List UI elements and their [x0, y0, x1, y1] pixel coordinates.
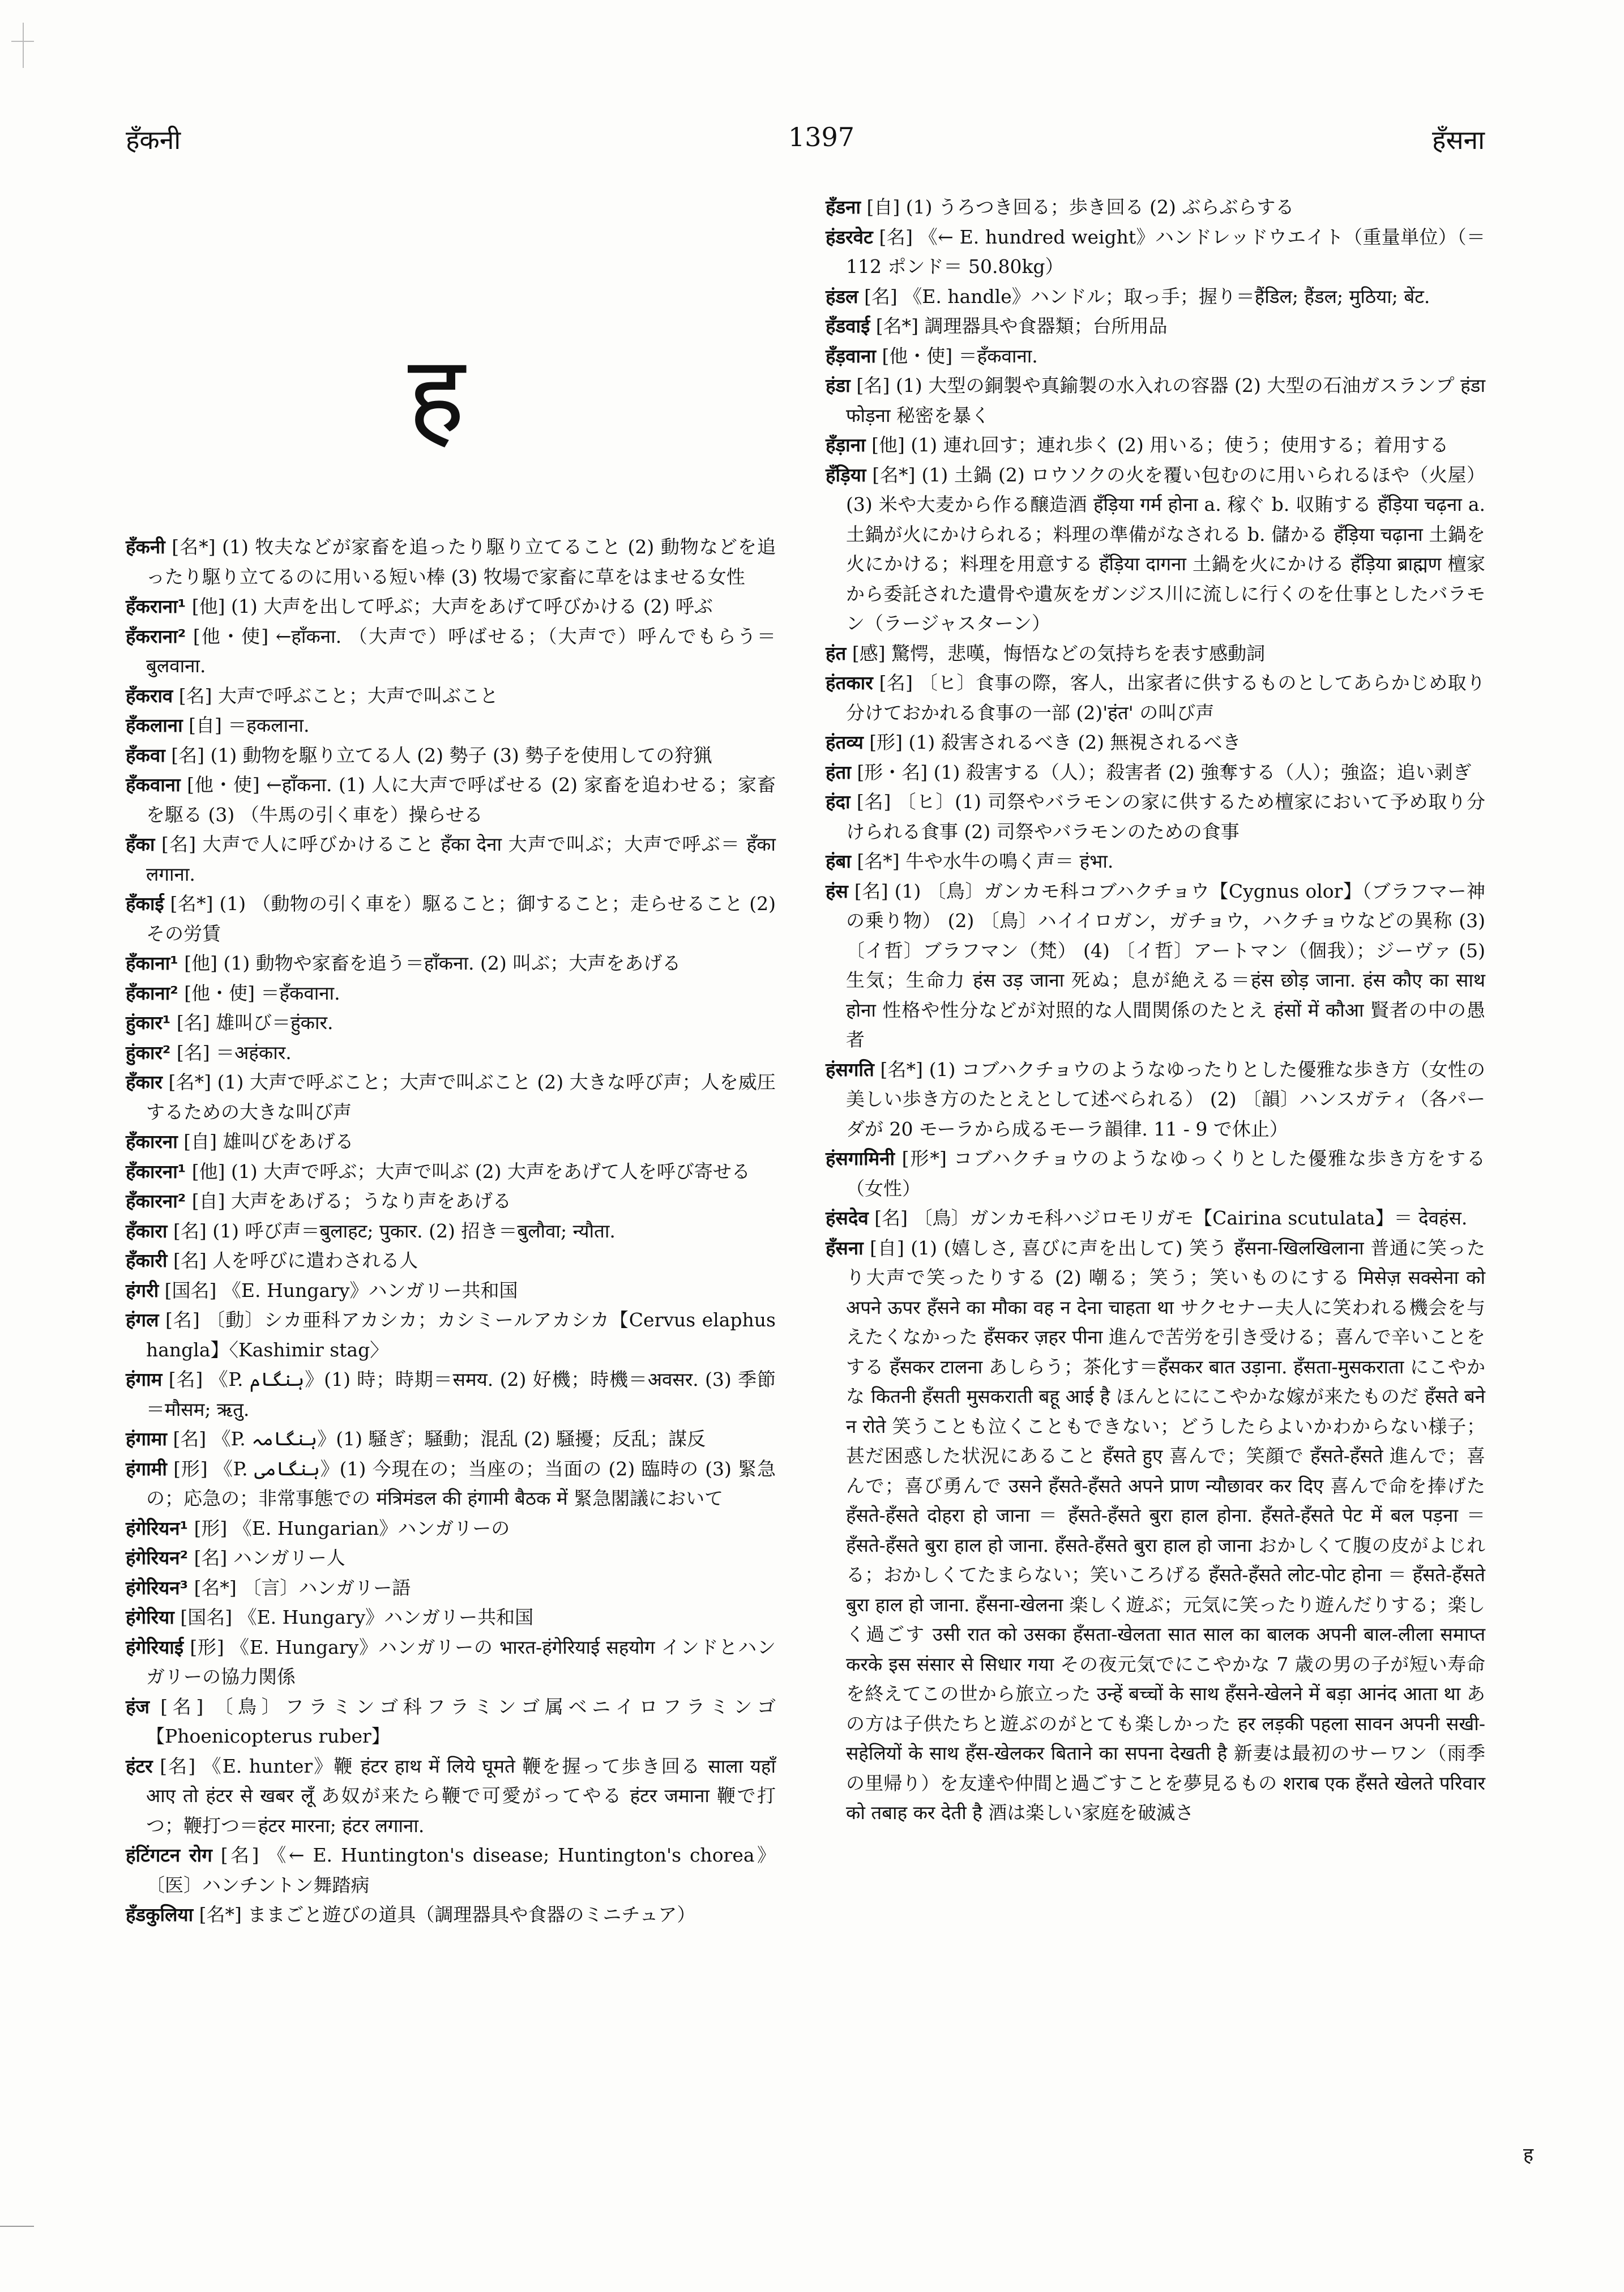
definition: [名*] (1) 土鍋 (2) ロウソクの火を覆い包むのに用いられるほや（火屋） (3) 米や大麦から作る醸造酒 हँड़िया गर्म होना a. 稼ぐ b. 収賄する हँड़िया चढ़ना a. 土鍋が火にかけられる；料理の準備がなされる b. 儲かる हँड़िया चढ़ाना 土鍋を火にかける；料理を用意する हँड़िया दागना 土鍋を火にかける हँड़िया ब्राह्मण 檀家から委託された遺骨や遺灰をガンジス川に流しに行くのを仕事としたバラモン（ラージャスターン）: [846, 463, 1485, 634]
definition: [名] 〔ヒ〕(1) 司祭やバラモンの家に供するため檀家において予め取り分けられる食事 (2) 司祭やバラモンのための食事: [846, 791, 1485, 843]
dictionary-entry: [826, 193, 1485, 223]
thumb-index-mark: ह: [1523, 2144, 1534, 2166]
headword: हंगामी: [126, 1457, 167, 1480]
dictionary-entry: [826, 1055, 1485, 1145]
headword: हंगेरियाई: [126, 1636, 184, 1658]
definition: [他・使] ＝हँकवाना.: [882, 344, 1038, 367]
headword: हँडवाई: [826, 315, 870, 337]
dictionary-entry: [126, 681, 776, 711]
section-letter: ह: [408, 332, 465, 458]
dictionary-entry: [826, 342, 1485, 372]
headword: हंगेरियन¹: [126, 1517, 189, 1539]
definition: [自] (1) うろつき回る；歩き回る (2) ぶらぶらする: [866, 196, 1294, 218]
definition: [名*] (1) 大声で呼ぶこと；大声で叫ぶこと (2) 大きな呼び声；人を威圧するための大きな叫び声: [146, 1071, 776, 1123]
dictionary-entry: [126, 1305, 776, 1365]
dictionary-entry: [126, 1424, 776, 1454]
definition: [国名] 《E. Hungary》ハンガリー共和国: [164, 1279, 518, 1301]
dictionary-entry: [826, 311, 1485, 342]
left-column: [126, 532, 776, 1930]
definition: [自] (1) (嬉しさ, 喜びに声を出して) 笑う हँसना-खिलखिलाना 普通に笑ったり大声で笑ったりする (2) 嘲る；笑う；笑いものにする मिसेज़ सक्सेना को अपने ऊपर हँसने का मौका वह न देना चाहता था サクセナー夫人に笑われる機会を与えたくなかった हँसकर ज़हर पीना 進んで苦労を引き受ける；喜んで辛いことをする हँसकर टालना あしらう；茶化す＝हँसकर बात उड़ाना. हँसता-मुसकराता にこやかな कितनी हँसती मुसकराती बहू आई है ほんとににこやかな嫁が来たものだ हँसते बने न रोते 笑うことも泣くこともできない；どうしたらよいかわからない様子；甚だ困惑した状況にあること हँसते हुए 喜んで；笑顔で हँसते-हँसते 進んで；喜んで；喜び勇んで उसने हँसते-हँसते अपने प्राण न्यौछावर कर दिए 喜んで命を捧げた हँसते-हँसते दोहरा हो जाना ＝ हँसते-हँसते बुरा हाल होना. हँसते-हँसते पेट में बल पड़ना ＝ हँसते-हँसते बुरा हाल हो जाना. हँसते-हँसते बुरा हाल हो जाना おかしくて腹の皮がよじれる；おかしくてたまらない；笑いころげる हँसते-हँसते लोट-पोट होना ＝ हँसते-हँसते बुरा हाल हो जाना. हँसना-खेलना 楽しく遊ぶ；元気に笑ったり遊んだりする；楽しく過ごす उसी रात को उसका हँसता-खेलता सात साल का बालक अपनी बाल-लीला समाप्त करके इस संसार से सिधार गया その夜元気でにこやかな 7 歳の男の子が短い寿命を終えてこの世から旅立った उन्हें बच्चों के साथ हँसने-खेलने में बड़ा आनंद आता था あの方は子供たちと遊ぶのがとても楽しかった हर लड़की पहला सावन अपनी सखी-सहेलियों के साथ हँस-खेलकर बिताने का सपना देखती है 新妻は最初のサーワン（雨季の里帰り）を友達や仲間と過ごすことを夢見るもの शराब एक हँसते खेलते परिवार को तबाह कर देती है 酒は楽しい家庭を破滅さ: [846, 1236, 1485, 1824]
dictionary-entry: [826, 1144, 1485, 1203]
definition: [形] 《E. Hungary》ハンガリーの भारत-हंगेरियाई सहयोग インドとハンガリーの協力関係: [146, 1636, 776, 1688]
definition: [名*] 牛や水牛の鳴く声＝ हंभा.: [857, 850, 1114, 872]
definition: [名] 雄叫び＝हुंकार.: [176, 1011, 334, 1034]
definition: [他・使] ←हाँकना. (1) 人に大声で呼ばせる (2) 家畜を追わせる；家畜を駆る (3) （牛馬の引く車を）操らせる: [146, 774, 776, 826]
headword: हंतकार: [826, 672, 873, 694]
headword: हंगेरिया: [126, 1606, 174, 1628]
headword: हंडल: [826, 285, 858, 308]
dictionary-entry: [126, 949, 776, 979]
definition: [他] (1) 連れ回す；連れ歩く (2) 用いる；使う；使用する；着用する: [871, 434, 1449, 456]
definition: [名] ＝अहंकार.: [176, 1041, 292, 1064]
definition: [名] 《P. ہنگام》(1) 時；時期＝समय. (2) 好機；時機＝अवसर. (3) 季節＝मौसम; ऋतु.: [146, 1368, 776, 1420]
headword: हंगामा: [126, 1428, 167, 1450]
definition: [名] 《E. hunter》鞭 हंटर हाथ में लिये घूमते 鞭を握って歩き回る साला यहाँ आए तो हंटर से खबर लूँ あ奴が来たら鞭で可愛がってやる हंटर जमाना 鞭で打つ；鞭打つ＝हंटर मारना; हंटर लगाना.: [146, 1755, 776, 1837]
dictionary-entry: [126, 889, 776, 949]
dictionary-entry: [126, 1841, 776, 1900]
headword: हँकारा: [126, 1219, 168, 1242]
definition: [国名] 《E. Hungary》ハンガリー共和国: [180, 1606, 534, 1628]
headword: हँड़िया: [826, 463, 866, 486]
definition: [形] (1) 殺害されるべき (2) 無視されるべき: [869, 731, 1241, 753]
scan-corner-mark: [23, 23, 24, 68]
headword: हँकारना¹: [126, 1160, 186, 1183]
headword: हँड़वाना: [826, 344, 876, 367]
definition: [名*] (1) コブハクチョウのようなゆったりとした優雅な歩き方（女性の美しい歩き方のたとえとして述べられる） (2) 〔韻〕ハンスガティ（各パーダが 20 モーラから成るモーラ韻律. 11 - 9 で休止）: [846, 1058, 1485, 1140]
headword: हँकार: [126, 1071, 163, 1093]
definition: [名*] 調理器具や食器類；台所用品: [875, 315, 1168, 337]
dictionary-entry: [126, 1573, 776, 1603]
dictionary-entry: [826, 787, 1485, 847]
headword: हंटर: [126, 1755, 153, 1777]
definition: [他・使] ＝हँकवाना.: [184, 981, 340, 1004]
definition: [自] ＝हकलाना.: [189, 714, 310, 736]
dictionary-entry: [126, 1157, 776, 1187]
definition: [感] 驚愕，悲嘆，悔悟などの気持ちを表す感動詞: [852, 642, 1266, 664]
dictionary-entry: [826, 223, 1485, 282]
left-guide-word: हँकनी: [126, 125, 181, 155]
definition: [名] 《P. ہنگامہ》(1) 騒ぎ；騒動；混乱 (2) 騒擾；反乱；謀反: [173, 1428, 706, 1450]
dictionary-entry: [126, 711, 776, 741]
definition: [形・名] (1) 殺害する（人）；殺害者 (2) 強奪する（人）；強盗；追い剥ぎ: [857, 761, 1472, 783]
definition: [名*] ままごと遊びの道具（調理器具や食器のミニチュア）: [199, 1903, 696, 1926]
headword: हँका: [126, 833, 155, 855]
dictionary-entry: [126, 592, 776, 622]
dictionary-entry: [126, 1752, 776, 1841]
headword: हंबा: [826, 850, 851, 872]
headword: हँकाना²: [126, 981, 178, 1004]
dictionary-entry: [126, 770, 776, 830]
headword: हँसना: [826, 1236, 864, 1259]
dictionary-entry: [126, 622, 776, 681]
dictionary-entry: [126, 1900, 776, 1930]
scan-corner-mark: [11, 41, 34, 42]
dictionary-entry: [126, 1276, 776, 1306]
headword: हँकारना: [126, 1130, 178, 1153]
dictionary-entry: [126, 830, 776, 889]
definition: [名] (1) 〔鳥〕ガンカモ科コブハクチョウ【Cygnus olor】（ブラフマー神の乗り物） (2) 〔鳥〕ハイイロガン，ガチョウ，ハクチョウなどの異称 (3) 〔イ哲〕ブラフマン（梵） (4) 〔イ哲〕アートマン（個我）；ジーヴァ (5) 生気；生命力 हंस उड़ जाना 死ぬ；息が絶える＝हंस छोड़ जाना. हंस कौए का साथ होना 性格や性分などが対照的な人間関係のたとえ हंसों में कौआ 賢者の中の愚者: [846, 880, 1485, 1051]
headword: हँकराना²: [126, 625, 186, 647]
dictionary-entry: [126, 1603, 776, 1633]
headword: हँकलाना: [126, 714, 183, 736]
headword: हँकनी: [126, 536, 165, 558]
headword: हंडरवेट: [826, 225, 873, 248]
dictionary-entry: [126, 1692, 776, 1752]
definition: [名] (1) 動物を駆り立てる人 (2) 勢子 (3) 勢子を使用しての狩猟: [171, 744, 712, 766]
definition: [自] 雄叫びをあげる: [183, 1130, 354, 1153]
definition: [名] 大声で呼ぶこと；大声で叫ぶこと: [178, 684, 499, 707]
dictionary-entry: [126, 1246, 776, 1276]
definition: [名*] 〔言〕ハンガリー語: [194, 1576, 411, 1599]
dictionary-entry: [826, 728, 1485, 758]
headword: हंटिंगटन रोग: [126, 1844, 212, 1866]
dictionary-entry: [126, 741, 776, 771]
definition: [名] 大声で人に呼びかけること हँका देना 大声で叫ぶ；大声で呼ぶ＝ हँका लगाना.: [146, 833, 776, 885]
definition: [名] ハンガリー人: [194, 1547, 345, 1569]
headword: हंगेरियन²: [126, 1547, 189, 1569]
definition: [他] (1) 大声を出して呼ぶ；大声をあげて呼びかける (2) 呼ぶ: [191, 595, 713, 617]
dictionary-entry: [126, 979, 776, 1009]
definition: [名] 〔動〕シカ亜科アカシカ；カシミールアカシカ【Cervus elaphus hangla】〈Kashimir stag〉: [146, 1309, 776, 1361]
definition: [名] 《← E. Huntington's disease; Huntington's chorea》〔医〕ハンチントン舞踏病: [146, 1844, 776, 1896]
definition: [名] (1) 大型の銅製や真鍮製の水入れの容器 (2) 大型の石油ガスランプ हंडा फोड़ना 秘密を暴く: [846, 374, 1485, 426]
dictionary-entry: [826, 877, 1485, 1055]
dictionary-entry: [826, 371, 1485, 430]
dictionary-entry: [126, 1186, 776, 1217]
headword: हंडा: [826, 374, 851, 396]
dictionary-entry: [826, 758, 1485, 788]
dictionary-entry: [826, 668, 1485, 728]
definition: [名] 《← E. hundred weight》ハンドレッドウエイト（重量単位）（＝ 112 ポンド＝ 50.80kg）: [846, 225, 1485, 278]
headword: हँकराव: [126, 684, 173, 707]
definition: [名*] (1) （動物の引く車を）駆ること；御すること；走らせること (2) その労賃: [146, 893, 776, 945]
headword: हुंकार²: [126, 1041, 171, 1064]
dictionary-entry: [826, 847, 1485, 877]
headword: हंत: [826, 642, 847, 664]
definition: [自] 大声をあげる；うなり声をあげる: [191, 1190, 511, 1212]
definition: [形] 《P. ہنگامی》(1) 今現在の；当座の；当面の (2) 臨時の (3) 緊急の；応急の；非常事態での मंत्रिमंडल की हंगामी बैठक में 緊急閣議において: [146, 1457, 776, 1509]
definition: [名*] (1) 牧夫などが家畜を追ったり駆り立てること (2) 動物などを追ったり駆り立てるのに用いる短い棒 (3) 牧場で家畜に草をはませる女性: [146, 536, 776, 588]
headword: हँकाना¹: [126, 952, 178, 974]
headword: हंज: [126, 1695, 150, 1718]
headword: हंगरी: [126, 1279, 159, 1301]
page-number: 1397: [788, 122, 855, 152]
headword: हंदा: [826, 791, 851, 813]
headword: हंसगति: [826, 1058, 874, 1081]
dictionary-entry: [826, 1234, 1485, 1828]
headword: हंतव्य: [826, 731, 864, 753]
scan-edge-line: [0, 2226, 34, 2227]
headword: हंसगामिनी: [826, 1147, 895, 1170]
dictionary-entry: [126, 1514, 776, 1544]
definition: [他] (1) 大声で呼ぶ；大声で叫ぶ (2) 大声をあげて人を呼び寄せる: [191, 1160, 750, 1183]
definition: [名] 〔ヒ〕食事の際，客人，出家者に供するものとしてあらかじめ取り分けておかれる食事の一部 (2)'हंत' の叫び声: [846, 672, 1485, 724]
right-guide-word: हँसना: [1432, 125, 1485, 155]
dictionary-entry: [126, 1038, 776, 1068]
dictionary-entry: [126, 1127, 776, 1157]
definition: [形*] コブハクチョウのようなゆっくりとした優雅な歩き方をする（女性）: [846, 1147, 1485, 1200]
headword: हँडना: [826, 196, 861, 218]
dictionary-entry: [126, 532, 776, 592]
dictionary-entry: [826, 1203, 1485, 1234]
dictionary-entry: [126, 1008, 776, 1038]
headword: हंस: [826, 880, 848, 902]
headword: हँकवा: [126, 744, 165, 766]
headword: हंगेरियन³: [126, 1576, 189, 1599]
headword: हँकवाना: [126, 774, 181, 796]
definition: [形] 《E. Hungarian》ハンガリーの: [194, 1517, 510, 1539]
definition: [名] 〔鳥〕ガンカモ科ハジロモリガモ【Cairina scutulata】＝ देवहंस.: [874, 1207, 1468, 1229]
definition: [名] 《E. handle》ハンドル；取っ手；握り＝हैंडिल; हैंडल; मुठिया; बेंट.: [864, 285, 1430, 308]
headword: हँकारना²: [126, 1190, 186, 1212]
dictionary-entry: [126, 1454, 776, 1514]
dictionary-entry: [826, 639, 1485, 669]
headword: हँकाई: [126, 893, 164, 915]
headword: हँडकुलिया: [126, 1903, 194, 1926]
headword: हँकराना¹: [126, 595, 186, 617]
dictionary-entry: [126, 1068, 776, 1127]
headword: हंता: [826, 761, 851, 783]
dictionary-entry: [126, 1217, 776, 1247]
definition: [名] 人を呼びに遣わされる人: [173, 1249, 418, 1271]
headword: हंगल: [126, 1309, 159, 1331]
dictionary-entry: [826, 430, 1485, 460]
headword: हँकारी: [126, 1249, 168, 1271]
right-column: [826, 193, 1485, 1828]
dictionary-entry: [126, 1543, 776, 1573]
dictionary-entry: [826, 282, 1485, 312]
headword: हंसदेव: [826, 1207, 869, 1229]
page-header: [126, 122, 1485, 161]
headword: हंगाम: [126, 1368, 163, 1390]
dictionary-entry: [826, 460, 1485, 639]
dictionary-entry: [126, 1365, 776, 1424]
dictionary-entry: [126, 1633, 776, 1692]
definition: [名] (1) 呼び声＝बुलाहट; पुकार. (2) 招き＝बुलौवा; न्यौता.: [173, 1219, 616, 1242]
headword: हुंकार¹: [126, 1011, 171, 1034]
definition: [名] 〔鳥〕フラミンゴ科フラミンゴ属ベニイロフラミンゴ【Phoenicopterus ruber】: [146, 1695, 776, 1747]
headword: हँड़ाना: [826, 434, 866, 456]
definition: [他] (1) 動物や家畜を追う＝हाँकना. (2) 叫ぶ；大声をあげる: [184, 952, 681, 974]
definition: [他・使] ←हाँकना. （大声で）呼ばせる；（大声で）呼んでもらう＝बुलवाना.: [146, 625, 776, 677]
